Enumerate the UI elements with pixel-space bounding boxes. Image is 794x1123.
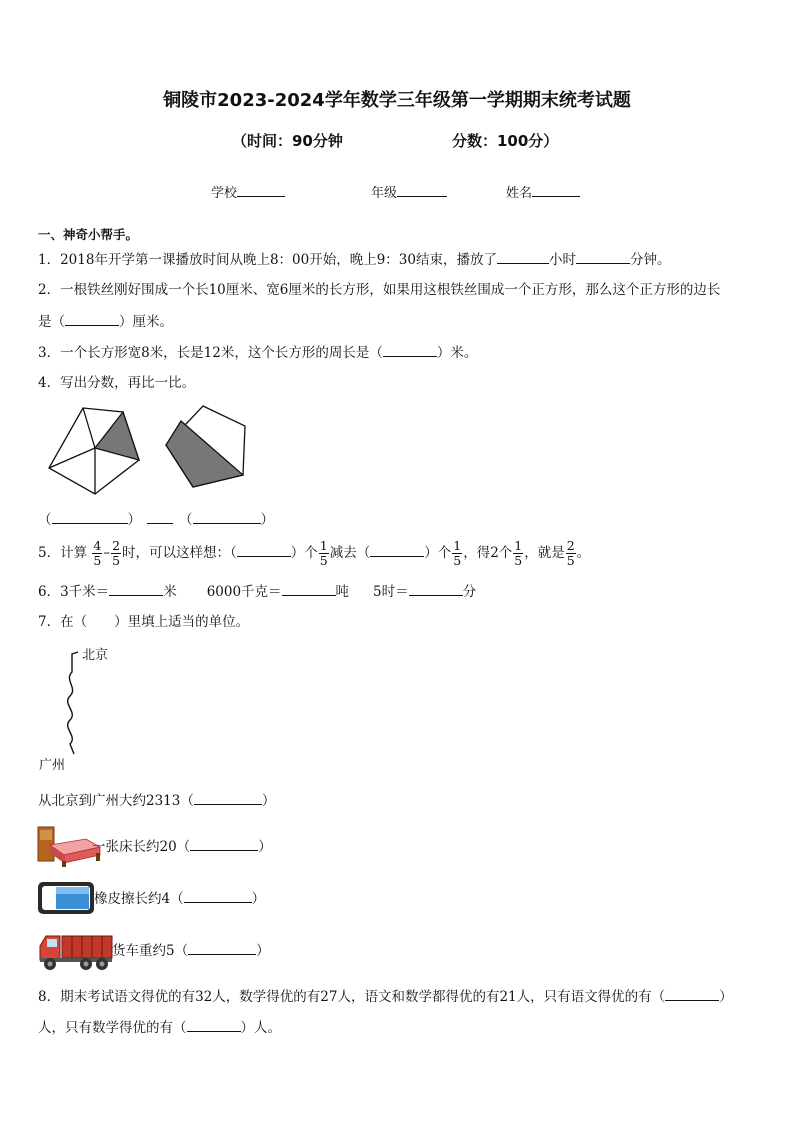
- q1-hours-blank[interactable]: [497, 249, 549, 264]
- q7-close: ）: [256, 943, 270, 959]
- q3-suffix: ）米。: [436, 345, 478, 361]
- q6-blank-3[interactable]: [409, 581, 463, 596]
- q2-prefix: 是（: [38, 314, 65, 330]
- q7-blank-2[interactable]: [190, 836, 258, 851]
- q7-close: ）: [261, 793, 276, 809]
- fraction-numerator: 2: [566, 538, 575, 553]
- q2-suffix: ）厘米。: [119, 314, 173, 330]
- q3-blank[interactable]: [383, 342, 437, 357]
- q7-blank-4[interactable]: [188, 940, 256, 955]
- grade-blank[interactable]: [397, 182, 447, 197]
- fraction-numerator: 1: [453, 538, 462, 553]
- q5-text-5: ，得2个: [463, 545, 513, 561]
- fraction: [566, 539, 576, 568]
- question-4-answers: [38, 509, 274, 530]
- q4-compare-blank[interactable]: [147, 509, 173, 524]
- fraction-denominator: 5: [112, 553, 121, 568]
- question-7: 7．在（ ）里填上适当的单位。: [38, 614, 250, 630]
- question-1: [38, 249, 670, 270]
- name-blank[interactable]: [532, 182, 580, 197]
- fraction-numerator: 4: [93, 538, 102, 553]
- q7-eraser: [94, 888, 265, 909]
- fraction-denominator: 5: [319, 553, 328, 568]
- fraction-denominator: 5: [93, 553, 102, 568]
- exam-time: （时间：90分钟: [232, 132, 343, 150]
- q2-blank[interactable]: [65, 311, 119, 326]
- q8-close-2: ）人。: [240, 1020, 281, 1036]
- fraction: [111, 539, 121, 568]
- school-blank[interactable]: [237, 182, 285, 197]
- exam-score: 分数：100分）: [452, 132, 559, 150]
- fraction-numerator: 2: [112, 538, 121, 553]
- q5-text-1: 时，可以这样想：（: [122, 545, 237, 561]
- q7-truck-text: 货车重约5（: [112, 943, 189, 959]
- q5-text-6: ，就是: [524, 545, 565, 561]
- q4-right-blank[interactable]: [193, 509, 261, 524]
- q5-end: 。: [576, 545, 591, 561]
- q1-hours-unit: 小时: [548, 252, 576, 268]
- q6-t: 吨: [335, 584, 350, 600]
- q8-close-1: ）: [719, 989, 733, 1005]
- q8-text-2: 人，只有数学得优的有（: [38, 1020, 187, 1036]
- fraction-numerator: 1: [319, 538, 328, 553]
- pentagons-figure: [40, 405, 260, 497]
- q1-text: 1．2018年开学第一课播放时间从晚上8：00开始，晚上9：30结束，播放了: [38, 252, 497, 268]
- q6-blank-1[interactable]: [109, 581, 163, 596]
- q7-eraser-text: 橡皮擦长约4（: [94, 891, 184, 907]
- q1-minutes-blank[interactable]: [576, 249, 630, 264]
- page-title: 铜陵市2023-2024学年数学三年级第一学期期末统考试题: [163, 90, 631, 111]
- q5-blank-1[interactable]: [237, 542, 291, 557]
- q6-min: 分: [462, 584, 477, 600]
- q6-kg: 6000千克＝: [206, 584, 282, 600]
- name-label: 姓名: [506, 186, 533, 201]
- q4-paren-close-2: ）: [260, 512, 274, 528]
- q6-km: 6．3千米＝: [38, 584, 110, 600]
- section-heading: 一、神奇小帮手。: [38, 227, 139, 242]
- q7-blank-3[interactable]: [184, 888, 252, 903]
- q6-m: 米: [163, 584, 177, 600]
- q3-text: 3．一个长方形宽8米，长是12米，这个长方形的周长是（: [38, 345, 383, 361]
- q7-close: ）: [258, 839, 272, 855]
- q7-bed-text: 一张床长约20（: [92, 839, 191, 855]
- pentagon-left: [49, 408, 139, 494]
- question-6: [38, 581, 476, 602]
- q7-blank-1[interactable]: [194, 790, 262, 805]
- question-8-line1: [38, 986, 733, 1007]
- q5-blank-2[interactable]: [370, 542, 424, 557]
- fraction-denominator: 5: [566, 553, 575, 568]
- q5-text-3: 减去（: [329, 545, 371, 561]
- fraction: [319, 539, 329, 568]
- fraction-denominator: 5: [453, 553, 462, 568]
- q7-distance: [38, 790, 275, 811]
- fraction: [92, 539, 102, 568]
- city-guangzhou: 广州: [39, 758, 66, 773]
- q5-text-2: ）个: [290, 545, 318, 561]
- q1-minutes-unit: 分钟。: [629, 252, 671, 268]
- fraction: [452, 539, 462, 568]
- school-field: [211, 182, 285, 201]
- q7-distance-text: 从北京到广州大约2313（: [38, 793, 194, 809]
- q4-paren-open: （: [38, 512, 52, 528]
- q8-text-1: 8．期末考试语文得优的有32人，数学得优的有27人，语文和数学都得优的有21人，只有语文得优的有（: [38, 989, 666, 1005]
- school-label: 学校: [211, 186, 238, 201]
- question-5: [38, 535, 590, 571]
- q7-close: ）: [251, 891, 266, 907]
- eraser-icon: [36, 880, 96, 916]
- q6-h: 5时＝: [373, 584, 409, 600]
- q4-paren-open-2: （: [179, 512, 193, 528]
- q6-blank-2[interactable]: [282, 581, 336, 596]
- q8-blank-2[interactable]: [187, 1017, 241, 1032]
- grade-field: [371, 182, 447, 201]
- q5-prefix: 5．计算: [38, 545, 88, 561]
- question-3: [38, 342, 477, 363]
- q8-blank-1[interactable]: [665, 986, 719, 1001]
- grade-label: 年级: [371, 186, 398, 201]
- fraction-numerator: 1: [514, 538, 523, 553]
- question-4: 4．写出分数，再比一比。: [38, 375, 196, 391]
- question-8-line2: [38, 1017, 281, 1038]
- q4-paren-close: ）: [127, 512, 141, 528]
- fraction: [513, 539, 523, 568]
- minus-sign: –: [103, 545, 111, 561]
- q5-text-4: ）个: [424, 545, 452, 561]
- truck-icon: [36, 926, 114, 972]
- city-beijing: 北京: [82, 648, 109, 663]
- q4-left-blank[interactable]: [52, 509, 128, 524]
- q7-bed: [92, 836, 272, 857]
- q7-truck: [112, 940, 270, 961]
- name-field: [506, 182, 580, 201]
- fraction-denominator: 5: [514, 553, 523, 568]
- question-2-line1: 2．一根铁丝刚好围成一个长10厘米、宽6厘米的长方形，如果用这根铁丝围成一个正方形，那么这个正方形的边长: [38, 282, 721, 298]
- pentagon-right: [166, 406, 245, 487]
- question-2-line2: [38, 311, 173, 332]
